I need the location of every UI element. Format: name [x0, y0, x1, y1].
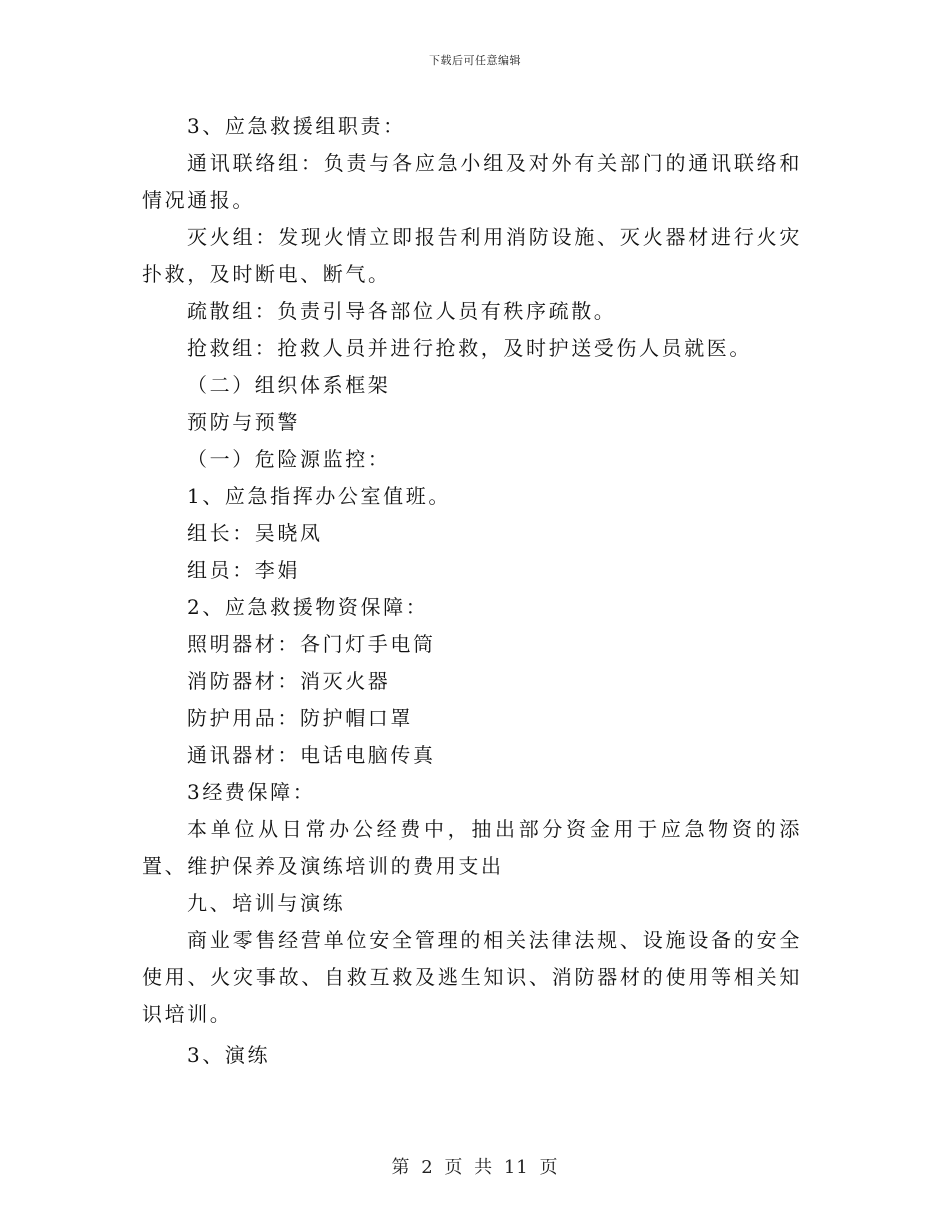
paragraph: 照明器材：各门灯手电筒	[187, 632, 436, 656]
paragraph: 灭火组：发现火情立即报告利用消防设施、灭火器材进行火灾扑救，及时断电、断气。	[142, 225, 802, 286]
paragraph: 抢救组：抢救人员并进行抢救，及时护送受伤人员就医。	[187, 336, 752, 360]
section-heading: （二）组织体系框架	[187, 373, 391, 397]
paragraph: 组长：吴晓凤	[187, 521, 323, 545]
paragraph: 3经费保障：	[187, 780, 316, 804]
paragraph: 消防器材：消灭火器	[187, 669, 391, 693]
paragraph: 3、应急救援组职责：	[187, 114, 406, 138]
paragraph: 通讯器材：电话电脑传真	[187, 743, 436, 767]
paragraph: 本单位从日常办公经费中，抽出部分资金用于应急物资的添置、维护保养及演练培训的费用支出	[142, 817, 802, 878]
paragraph: 商业零售经营单位安全管理的相关法律法规、设施设备的安全使用、火灾事故、自救互救及逃生知识、消防器材的使用等相关知识培训。	[142, 928, 802, 1026]
section-heading: （一）危险源监控：	[187, 447, 391, 471]
section-heading: 预防与预警	[187, 410, 300, 434]
document-body	[142, 108, 802, 1074]
paragraph: 防护用品：防护帽口罩	[187, 706, 413, 730]
section-heading: 九、培训与演练	[187, 891, 346, 915]
paragraph: 1、应急指挥办公室值班。	[187, 484, 451, 508]
page-header: 下载后可任意编辑	[429, 54, 521, 67]
page-footer: 第 2 页 共 11 页	[391, 1157, 559, 1178]
paragraph: 疏散组：负责引导各部位人员有秩序疏散。	[187, 299, 617, 323]
paragraph: 组员：李娟	[187, 558, 300, 582]
paragraph: 2、应急救援物资保障：	[187, 595, 429, 619]
paragraph: 3、演练	[187, 1043, 271, 1067]
paragraph: 通讯联络组：负责与各应急小组及对外有关部门的通讯联络和情况通报。	[142, 151, 802, 212]
